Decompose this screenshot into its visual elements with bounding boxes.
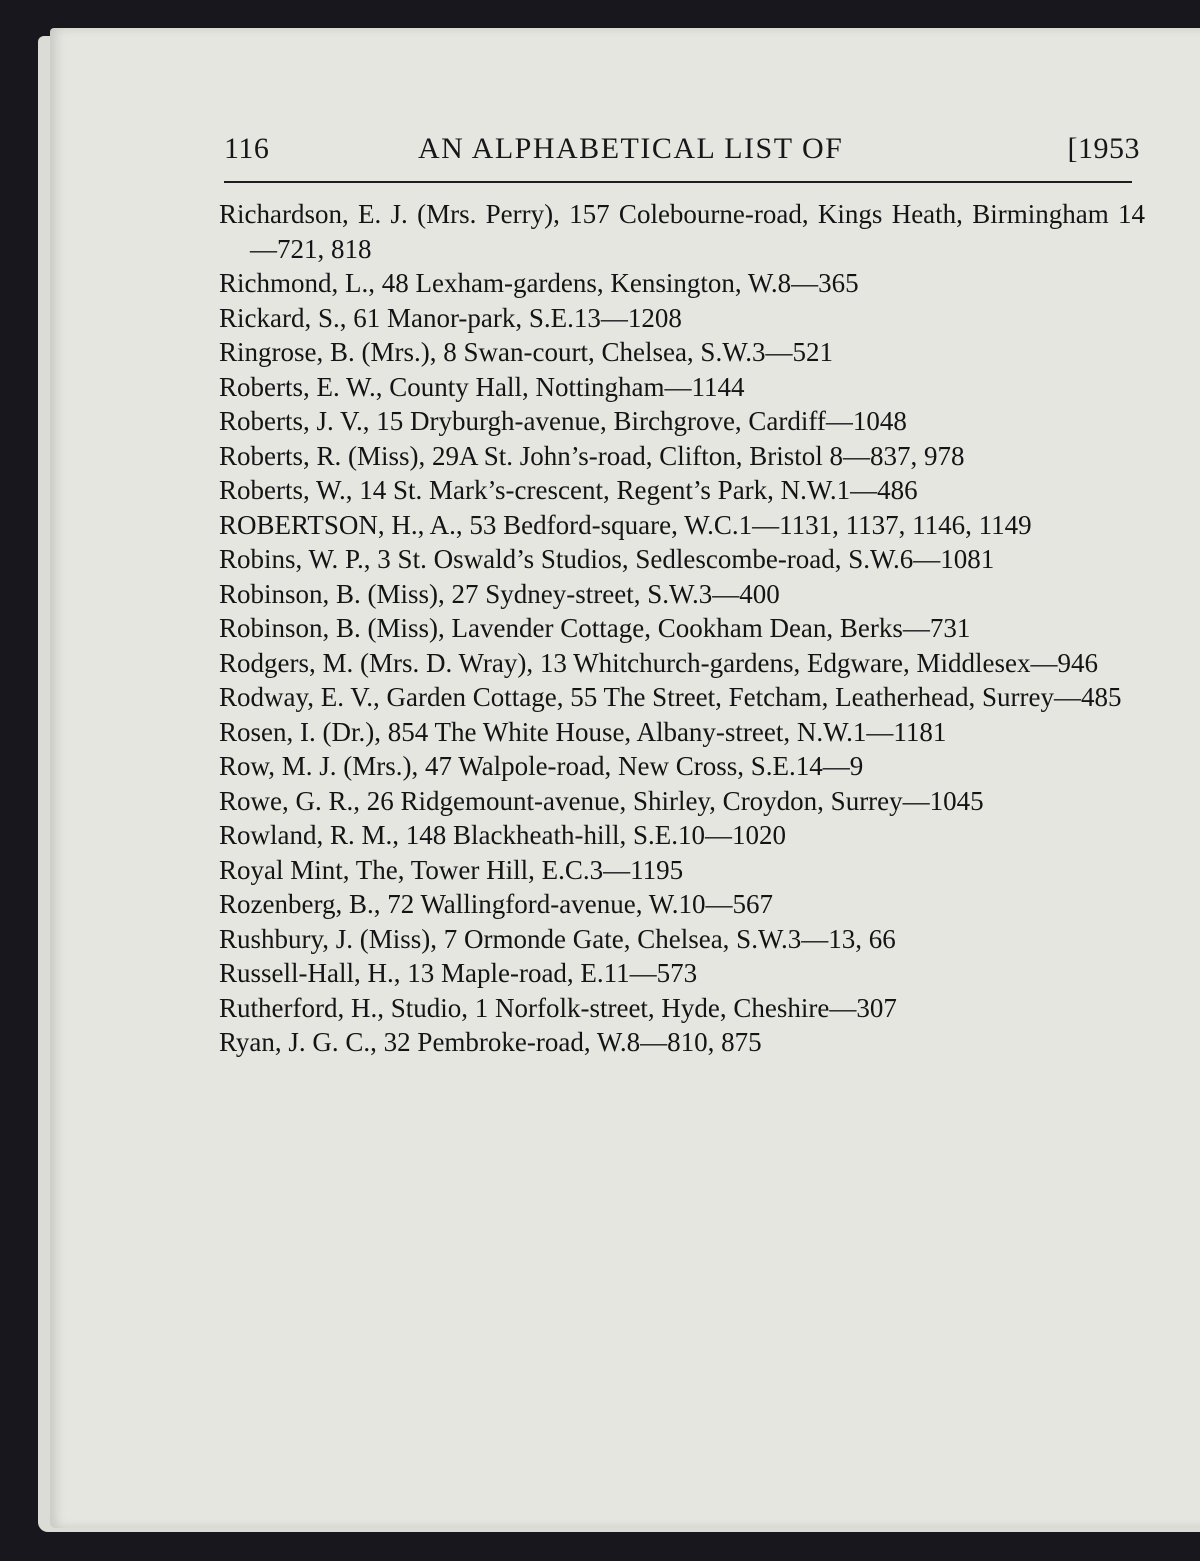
list-item: Roberts, W., 14 St. Mark’s-crescent, Regent’s Park, N.W.1—486	[219, 475, 918, 505]
list-item: Russell-Hall, H., 13 Maple-road, E.11—573	[219, 958, 698, 988]
header-rule	[224, 181, 1132, 183]
list-item: Richmond, L., 48 Lexham-gardens, Kensington, W.8—365	[219, 268, 859, 298]
list-item: Row, M. J. (Mrs.), 47 Walpole-road, New Cross, S.E.14—9	[219, 751, 864, 781]
list-item: Roberts, J. V., 15 Dryburgh-avenue, Birchgrove, Cardiff—1048	[219, 406, 907, 436]
page-number: 116	[224, 132, 270, 165]
list-item: ROBERTSON, H., A., 53 Bedford-square, W.C.1—1131, 1137, 1146, 1149	[219, 509, 1032, 540]
list-item: Rickard, S., 61 Manor-park, S.E.13—1208	[219, 302, 682, 333]
list-item: Rozenberg, B., 72 Wallingford-avenue, W.10—567	[219, 889, 773, 919]
year-marker: [1953	[1067, 132, 1140, 165]
page-title: AN ALPHABETICAL LIST OF	[418, 132, 844, 165]
list-item: Richardson, E. J. (Mrs. Perry), 157 Colebourne-road, Kings Heath, Birmingham 14—721, 818	[219, 199, 1145, 264]
list-item: Robinson, B. (Miss), 27 Sydney-street, S.W.3—400	[219, 578, 780, 609]
list-item: Rosen, I. (Dr.), 854 The White House, Albany-street, N.W.1—1181	[219, 716, 947, 747]
list-item: Robins, W. P., 3 St. Oswald’s Studios, Sedlescombe-road, S.W.6—1081	[219, 544, 995, 574]
list-item: Rowland, R. M., 148 Blackheath-hill, S.E.10—1020	[219, 820, 786, 850]
list-item: Royal Mint, The, Tower Hill, E.C.3—1195	[219, 854, 684, 885]
list-item: Rowe, G. R., 26 Ridgemount-avenue, Shirley, Croydon, Surrey—1045	[219, 785, 984, 816]
running-head	[224, 128, 1140, 174]
list-item: Rushbury, J. (Miss), 7 Ormonde Gate, Chelsea, S.W.3—13, 66	[219, 923, 896, 954]
list-item: Ryan, J. G. C., 32 Pembroke-road, W.8—810, 875	[219, 1027, 762, 1057]
list-item: Robinson, B. (Miss), Lavender Cottage, Cookham Dean, Berks—731	[219, 613, 971, 643]
list-item: Roberts, E. W., County Hall, Nottingham—1144	[219, 371, 745, 402]
list-item: Rodgers, M. (Mrs. D. Wray), 13 Whitchurch-gardens, Edgware, Middlesex—946	[219, 647, 1098, 678]
list-item: Rodway, E. V., Garden Cottage, 55 The Street, Fetcham, Leatherhead, Surrey—485	[219, 682, 1122, 712]
list-item: Ringrose, B. (Mrs.), 8 Swan-court, Chelsea, S.W.3—521	[219, 337, 833, 367]
entry-list	[219, 197, 1145, 1060]
list-item: Rutherford, H., Studio, 1 Norfolk-street, Hyde, Cheshire—307	[219, 992, 897, 1023]
list-item: Roberts, R. (Miss), 29A St. John’s-road, Clifton, Bristol 8—837, 978	[219, 440, 965, 471]
